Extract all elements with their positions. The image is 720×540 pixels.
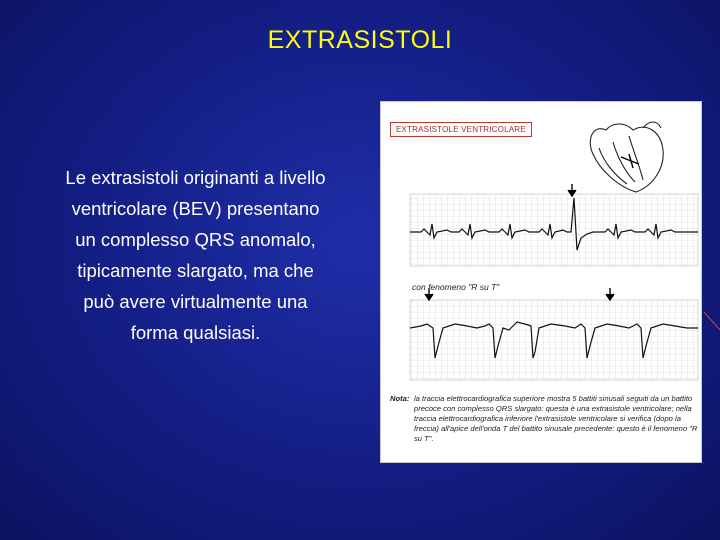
body-line: un complesso QRS anomalo, — [75, 229, 316, 250]
body-line: forma qualsiasi. — [130, 322, 261, 343]
figure-note-text: la traccia elettrocardiografica superiore mostra 5 battiti sinusali seguiti da un battito precoce con complesso QRS slargato: questa è una extrasistole ventricolare; nella traccia elettrocardiografica inferiore l'extrasistole ventricolare si verifica (dopo la freccia) all'apice dell'onda T del battito sinusale precedente: questo è il fenomeno "R su T". — [414, 394, 698, 443]
figure-note-label: Nota: — [390, 394, 410, 403]
body-line: tipicamente slargato, ma che — [77, 260, 314, 281]
figure-subtitle: con fenomeno "R su T" — [412, 282, 500, 292]
body-line: può avere virtualmente una — [83, 291, 308, 312]
figure-header: EXTRASISTOLE VENTRICOLARE — [390, 122, 532, 137]
body-line: ventricolare (BEV) presentano — [71, 198, 320, 219]
slide-title: EXTRASISTOLI — [267, 26, 453, 54]
body-line: Le extrasistoli originanti a livello — [65, 167, 326, 188]
